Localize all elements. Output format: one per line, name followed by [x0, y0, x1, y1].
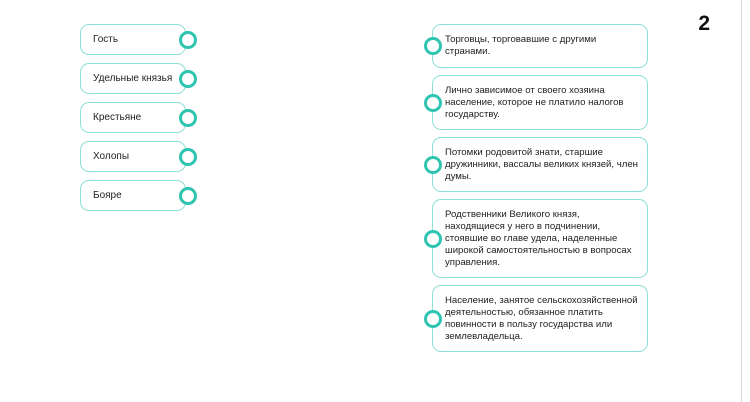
definition-card-2[interactable]: [432, 75, 648, 130]
term-card-gost[interactable]: [80, 24, 186, 55]
term-label: Холопы: [93, 151, 130, 162]
definition-card-5[interactable]: [432, 285, 648, 352]
term-connector-dot[interactable]: [179, 148, 197, 166]
definition-connector-dot[interactable]: [424, 230, 442, 248]
term-connector-dot[interactable]: [179, 70, 197, 88]
definition-card-3[interactable]: [432, 137, 648, 192]
right-edge-divider: [741, 0, 742, 402]
definition-text: Родственники Великого князя, находящиеся у него в подчинении, стоявшие во главе удела, наделенные широкой самостоятельностью в вопросах управления.: [445, 208, 632, 268]
term-label: Удельные князья: [93, 73, 173, 84]
definition-connector-dot[interactable]: [424, 156, 442, 174]
page-number: 2: [698, 12, 710, 35]
definition-text: Население, занятое сельскохозяйственной деятельностью, обязанное платить повинности в пользу государства или землевладельца.: [445, 294, 638, 342]
term-card-boyare[interactable]: [80, 180, 186, 211]
definition-text: Потомки родовитой знати, старшие дружинники, вассалы великих князей, член думы.: [445, 146, 638, 182]
definition-connector-dot[interactable]: [424, 94, 442, 112]
term-connector-dot[interactable]: [179, 31, 197, 49]
term-label: Бояре: [93, 190, 122, 201]
definition-card-4[interactable]: [432, 199, 648, 278]
term-connector-dot[interactable]: [179, 187, 197, 205]
term-card-kholopy[interactable]: [80, 141, 186, 172]
term-connector-dot[interactable]: [179, 109, 197, 127]
term-card-krestyane[interactable]: [80, 102, 186, 133]
term-label: Гость: [93, 34, 119, 45]
definition-text: Лично зависимое от своего хозяина население, которое не платило налогов государству.: [445, 84, 624, 120]
term-card-udelnye-knyazya[interactable]: [80, 63, 186, 94]
definition-connector-dot[interactable]: [424, 310, 442, 328]
definition-card-1[interactable]: [432, 24, 648, 68]
definition-text: Торговцы, торговавшие с другими странами.: [445, 34, 597, 57]
term-label: Крестьяне: [93, 112, 142, 123]
definition-connector-dot[interactable]: [424, 37, 442, 55]
